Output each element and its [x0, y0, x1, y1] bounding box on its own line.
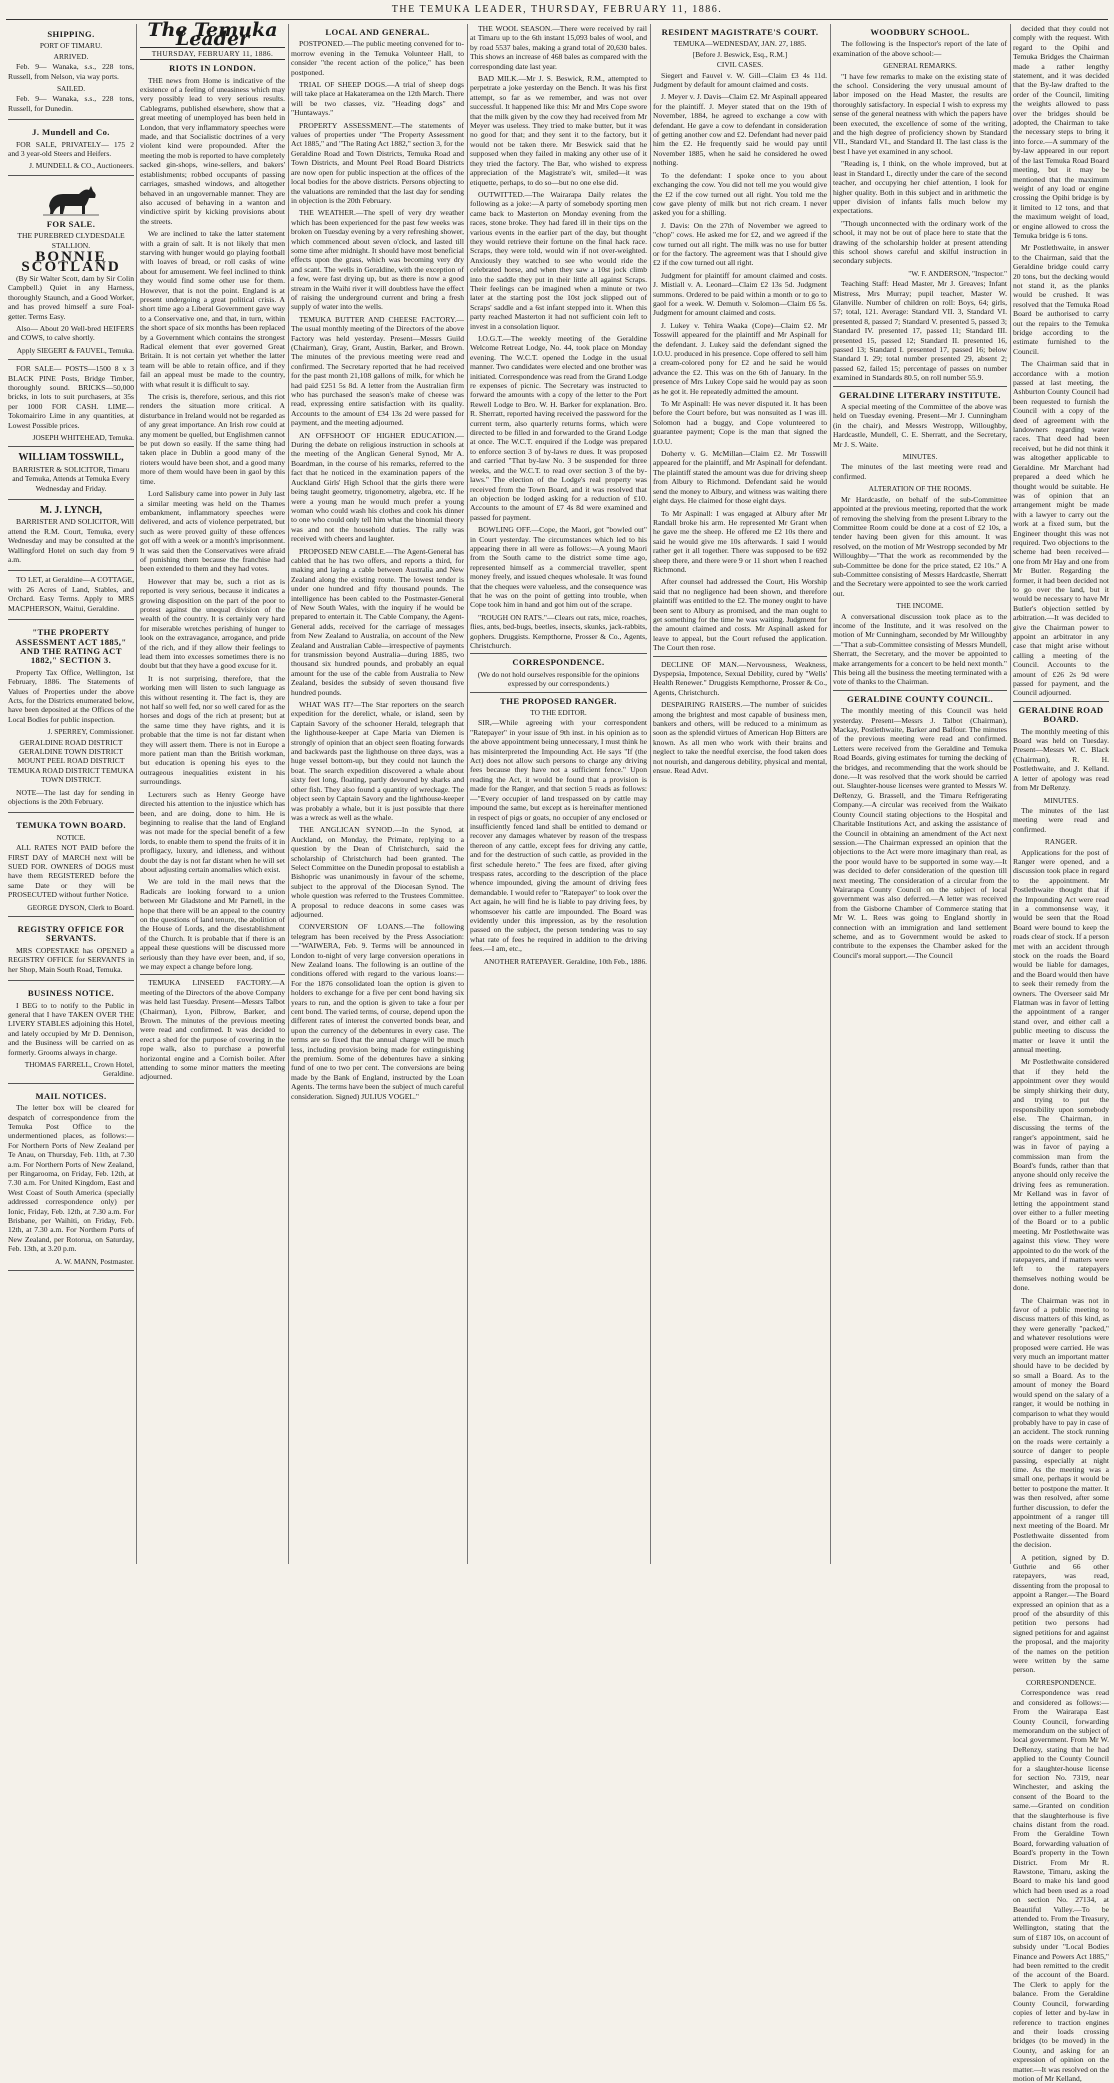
news-paragraph: TRIAL OF SHEEP DOGS.—A trial of sheep dogs will take place at Hakateramea on the 12th March. There will be two classes, viz. "Heading dogs" and "Huntaways.": [291, 80, 464, 118]
editorial-paragraph: The crisis is, therefore, serious, and this riot renders the situation more critical. A disturbance in Ireland would not be regarded as of any great importance. An Irish row could at any moment be quelled, but Englishmen cannot be put down so easily. If the same thing had taken place in Dublin a good many of the rioters would have been shot, and a good many more of them would have been in gaol by this time.: [140, 392, 285, 486]
news-paragraph: THE WOOL SEASON.—There were received by rail at Timaru up to the 6th instant 15,093 bales of wool, and by road 5537 bales, making a grand total of 20,630 bales. This shows an increase of 468 bales as compared with the corresponding date last year.: [470, 24, 647, 71]
county-council-title: GERALDINE COUNTY COUNCIL.: [846, 693, 993, 704]
news-paragraph: I.O.G.T.—The weekly meeting of the Geraldine Welcome Retreat Lodge, No. 44, took place on Monday evening. The W.C.T. opened the Lodge in the usual manner. Two candidates were elected and one brother was initiated. Correspondence was read from the Grand Lodge re expenses of picnic. The Secretary was instructed to forward the amounts with a copy of the letter to the Port Rewell Lodge to Bro. W. H. Barker for explanation. Bro. R. Sherratt, reported having received the password for the current term, also quarterly returns forms, which were directed to be filled in and forwarded to the Grand Lodge at once. The W.C.T. enquired if the Lodge was prepared to enforce section 3 of by-laws re dues. It was proposed and carried "That by-law No. 3 be suspended for three weeks, and the W.C.T. to read over section 3 of the by-laws." The election of the Lodge's real property was received from the Town Board, and it was resolved that an objection be lodged asking for a reduction of £10. Accounts to the amount of £7 4s 8d were examined and passed for payment.: [470, 334, 647, 522]
posts-ad: [8, 362, 134, 447]
news-paragraph: PROPOSED NEW CABLE.—The Agent-General has cabled that he has two offers, and reports a third, for making and laying a cable between Australia and New Zealand along the existing route. The lowest tender is under one hundred and fifty thousand pounds. The intelligence has been cabled to the Postmaster-General of New South Wales, with the inquiry if he would be prepared to entertain it. The Cable Company, the Agent-General adds, received for the carriage of messages from New Zealand to Australia, on account of the New Zealand and Australian Cable—irrespective of payments for transmission beyond Australia—during 1885, two thousand six hundred pounds, and probably an equal amount for the use of the cable from Australia to New Zealand, besides the subsidy of seven thousand five hundred pounds.: [291, 546, 464, 697]
school-paragraph: Teaching Staff: Head Master, Mr J. Greaves; Infant Mistress, Mrs Murray; pupil teacher, Master W. Glanville. Number of children on roll: Boys, 64; girls, 57; total, 121. Average: Standard VII. 3, Standard VI. presented 8, passed 7; Standard V. presented 5, passed 3; Standard IV. presented 17, passed 11; Standard III. presented 15, passed 12; Standard II. presented 16, passed 13; Standard I. presented 17, passed 16; below Standard I. 29; total number presented 29, absent 2; passed 62, failed 15; percentage of passes on number examined in Standards 80.5, on roll number 55.9.: [833, 279, 1007, 383]
assessment-ad: [8, 622, 134, 813]
column-rule: [467, 24, 468, 1564]
mail-text: The letter box will be cleared for despatch of correspondence from the Temuka Post Office to the undermentioned places, as follows:— For Northern Ports of New Zealand per Te Anau, on Thursday, Feb. 11th, at 7.30 a.m. For Northern Ports of New Zealand, per Ringarooma, on Friday, Feb. 12th, at 7.30 a.m. For United Kingdom, East and West Coast of South America (specially addressed correspondence only) per Ionic, Friday, Feb. 12th, at 7.30 a.m. For Brisbane, per Waihiti, on Friday, Feb. 12th, at 7.30 a.m. For Northern Ports of New Zealand, per Rotorua, on Saturday, Feb. 13th, at 3.20 p.m.: [8, 1103, 134, 1254]
arrived-text: Feb. 9— Wanaka, s.s., 228 tons, Russell, from Nelson, via way ports.: [8, 62, 134, 81]
civil-cases-label: CIVIL CASES.: [716, 60, 764, 70]
road-board-paragraph: A petition, signed by D. Guthrie and 66 other ratepayers, was read, dissenting from the proposal to appoint a Ranger.—The Board expressed an opinion that as a proof of the absurdity of this petition two persons had signed petitions for and against the proposal, and the majority of the names on the petition were written by the same person.: [1013, 1552, 1109, 1675]
editorial-paragraph: Lecturers such as Henry George have directed his attention to the injustice which has been, and are doing, done to him. He is beginning to realise that the land of England was not made for the special benefit of a few lords, to enable them to spend the fruits of it in profligacy, luxury, and idleness, and without doubt the day is not far distant when he will set about adjusting certain anomalies which exist.: [140, 789, 285, 874]
court-title: RESIDENT MAGISTRATE'S COURT.: [661, 27, 819, 37]
column-advertisements: [8, 24, 134, 1564]
institute-paragraph: A special meeting of the Committee of the above was held on Tuesday evening. Present—Mr J. Cunningham (in the chair), and Messrs Westropp, Willoughby, Hardcastle, Mundell, C. E. Sherratt, and the Secretary, Mr J. S. Waite.: [833, 402, 1007, 449]
court-paragraph: Siegert and Fauvel v. W. Gill—Claim £3 4s 11d. Judgment by default for amount claimed and costs.: [653, 70, 827, 90]
news-paragraph: POSTPONED.—The public meeting convened for to-morrow evening in the Temuka Volunteer Hall, to consider "the recent action of the police," has been postponed.: [291, 39, 464, 77]
section-divider: [653, 656, 827, 657]
column-rule: [650, 24, 651, 1564]
town-board-title: TEMUKA TOWN BOARD.: [16, 820, 126, 831]
news-paragraph: OUTWITTED.—The Wairarapa Daily relates the following as a joke:—A party of somebody sporting men came back to Masterton on Monday evening from the races, stone broke. They had fared ill in their tips on the various events in the earlier part of the day, but thought they would retrieve their fortune on the final hack race. Scraps, they were told, would win if not over-weighted. Anxiously they watched to see who would ride the celebrated horse, and when they saw a 10st jock climb into the saddle they put in their little all against Scraps. Their feelings can be imagined when a minute or two later at the starting post the 10st jock slipped out of Scraps' saddle and a 6st infant stepped into it. When this party reached Masterton it had not sufficient coin left to invest in a consolation liquor.: [470, 189, 647, 331]
stallion-text: THE PUREBRED CLYDESDALE STALLION.: [17, 231, 125, 250]
business-ad: [8, 983, 134, 1084]
heifers-signature: Apply SIEGERT & FAUVEL, Temuka.: [16, 345, 134, 355]
mundell-ad: [8, 122, 134, 176]
column-rule: [1010, 24, 1011, 1564]
shipping-notice: [8, 24, 134, 120]
linseed-factory-report: TEMUKA LINSEED FACTORY.—A meeting of the Directors of the above Company was held last Tuesday. Present—Messrs Talbot (Chairman), Lyon, Pilbrow, Barker, and Brown. The minutes of the previous meeting were read and confirmed. It was decided to erect a shed for the purpose of covering in the rope walk, also to purchase a powerful horizontal engine and a Cornish boiler. After attending to some minor matters the meeting adjourned.: [140, 978, 285, 1082]
road-board-title: GERALDINE ROAD BOARD.: [1018, 704, 1104, 725]
column-rule: [830, 24, 831, 1564]
ranger-letter-signature: ANOTHER RATEPAYER. Geraldine, 10th Feb., 1886.: [483, 956, 647, 966]
correspondence-note: (We do not hold ourselves responsible for the opinions expressed by our correspondents.): [477, 669, 640, 689]
registry-ad: [8, 919, 134, 981]
registry-text: MRS COPESTAKE has OPENED a REGISTRY OFFICE for SERVANTS in her Shop, Main South Road, Temuka.: [8, 945, 134, 974]
lynch-text: BARRISTER AND SOLICITOR, Will attend the R.M. Court, Temuka, every Wednesday and may be consulted at the Wallingford Hotel on such day from 9 a.m.: [8, 517, 134, 565]
mundell-text: FOR SALE, PRIVATELY— 175 2 and 3 year-old Steers and Heifers.: [8, 139, 134, 159]
column-local-general: [291, 24, 464, 1564]
road-board-paragraph: The Chairman was not in favor of a public meeting to discuss matters of this kind, as they were generally "packed," and whatever resolutions were proposed were carried. He was very much an important matter should have to be decided by so small a Board. As to the amount of money the Board would spend on the salary of a ranger, it would be nothing in comparison to what they would probably have to pay in case of an accident. The stock running on the roads were certainly a source of danger to people passing, especially at night time. As the meeting was a small one, perhaps it would be better to postpone the matter. It was then resolved, after some further discussion, to defer the appointment of a ranger till next meeting of the Board. Mr Postlethwaite dissented from the decision.: [1013, 1295, 1109, 1550]
assessment-title: "THE PROPERTY ASSESSMENT ACT 1885," AND THE RATING ACT 1882," SECTION 3.: [15, 627, 127, 666]
column-council-road-board: [1013, 24, 1109, 2083]
court-paragraph: To Mr Aspinall: I was engaged at Albury after Mr Randall broke his arm. He represented Mr Grant when he gave me the sheep. He offered me £2 10s there and said he would give me 10s afterwards. I said I would rather get it all together. There was supposed to be 692 sheep there, and there were 9 or 11 short when I reached Richmond.: [653, 508, 827, 574]
court-paragraph: Doherty v. G. McMillan—Claim £2. Mr Tosswill appeared for the plaintiff, and Mr Aspinall for defendant. The plaintiff stated the amount was due for driving sheep from Albury to Richmond. Defendant said he would send the money to Albury, and witness was waiting there eight days. He claimed for those eight days.: [653, 449, 827, 506]
stallion-description: (By Sir Walter Scott, dam by Sir Colin Campbell.) Quiet in any Harness, thoroughly Staunch, and a Good Worker, and has proved himself a sure Foal-getter. Terms Easy.: [8, 273, 134, 321]
stallion-name: BONNIE SCOTLAND: [21, 249, 121, 275]
mundell-signature: J. MUNDELL & CO., Auctioneers.: [29, 161, 134, 171]
mail-title: MAIL NOTICES.: [35, 1090, 107, 1101]
editorial-paragraph: We are inclined to take the latter statement with a grain of salt. It is not likely that men starving with hunger would go playing football with loaves of bread, or roll casks of wine about for amusement. We feel inclined to think they would find some other use for them. However, that is not the point. England is at present undergoing a great political crisis. A short time ago a Liberal Government gave way to a Conservative one, and that, in turn, within the short space of six months has been replaced by a Government which contains the strongest Radical element that ever governed Great Britain. It is not certain yet whether the latter team will be able to retain office, and if they fail an appeal must be made to the country, with what result it is difficult to say.: [140, 229, 285, 389]
notice-label: NOTICE.: [56, 832, 86, 842]
road-board-paragraph: Correspondence was read and considered as follows:— From the Wairarapa East County Council, forwarding memorandum on the subject of local government. From Mr W. DeRenzy, stating that he had applied to the County Council for a slaughter-house license for section No. 7319, near Winchester, and asking the consent of the Board to the same.—Granted on condition that the slaughterhouse is five chains distant from the road. From the Geraldine Town Board, forwarding valuation of Board's property in the Town District. From Mr R. Rawstone, Timaru, asking the Board to make his land good which had been used as a road on section No. 27134, at Beautiful Valley.—To be attended to. From the Treasury, Wellington, stating that the sum of £187 10s, on account of subsidy under "Local Bodies Finance and Powers Act 1885," had been remitted to the credit of the account of the Board. The Clerk to apply for the balance. From the Geraldine County Council, forwarding copies of letter and by-law in reference to traction engines and their loads crossing bridges (to be moved) in the County, and asking for an expression of opinion on the matter.—It was resolved on the motion of Mr Kelland,: [1013, 1688, 1109, 2083]
column-court: [653, 24, 827, 1564]
editorial-paragraph: THE news from Home is indicative of the existence of a feeling of uneasiness which may very possibly lead to very serious results. Cablegrams, published elsewhere, show that a great meeting of unemployed has been held in London, that very inflammatory speeches were made, and that Socialistic doctrines of a very violent kind were propounded. After the meeting the mob is reported to have completely sacked gin-shops, wine-sellers, and bakers' establishments; robbed occupants of passing carriages, smashed windows, and altogether behaved in an ungovernable manner. They are also accused of behaving in a wanton and vindictive spirit by kicking provisions about the streets.: [140, 75, 285, 226]
alteration-label: ALTERATION OF THE ROOMS.: [868, 484, 972, 494]
town-board-text: ALL RATES NOT PAID before the FIRST DAY of MARCH next will be SUED FOR. OWNERS of DOGS must have them REGISTERED before the same Date or they will be PROSECUTED without further Notice.: [8, 843, 134, 900]
news-paragraph: CONVERSION OF LOANS.—The following telegram has been received by the Press Association:—"WAIWERA, Feb. 9. Terms will be announced in London to-night of very large conversion operations in New Zealand loans. The following is an outline of the conditions offered with regard to the various loans:—For the 1876 consolidated loan the option is given to holders to exchange for a five per cent bond having six years to run, and the option is given to take a four per cent bond. The varied terms, of course, depend upon the different rates of interest the converted bonds bear, and upon the currency of the debentures in every case. The terms are so fixed that the annual charge will be much less, including provision being made for extinguishing the premium. Some of the debentures have a sinking fund of one to two per cent. The conversions are being made by the Bank of England, instructed by the Loan Agents. The terms have been the subject of much careful consideration. Signed) JULIUS VOGEL.": [291, 922, 464, 1101]
court-paragraph: J. Meyer v. J. Davis—Claim £2. Mr Aspinall appeared for the plaintiff. J. Meyer stated that on the 19th of November, 1884, he agreed to exchange a cow with defendant. He gave a cow to defendant in consideration of getting another cow and £2. Defendant had never paid him the £2. He frequently said he would pay until November 1885, when he said he considered he owed nothing.: [653, 92, 827, 168]
court-paragraph: To Mr Aspinall: He was never disputed it. It has been before the Court before, but was nonsuited as I was ill. Solomon had a buggy, and Cope volunteered to guarantee payment; Cope is the man that signed the I.O.U.: [653, 399, 827, 446]
road-board-paragraph: Mr Postlethwaite considered that if they held the appointment over they would be simply shirking their duty, and trying to put the responsibility upon somebody else. The Chairman, in discussing the terms of the ranger's appointment, said he was in favor of paying a commission man from the Board's funds, rather than that anyone should only receive the driving fees as remuneration. Mr Kelland was in favor of letting the appointment stand over either to a fuller meeting of the Board or to a public meeting. Mr Postlethwaite was against this view. They were appointed to do the work of the ratepayers, and if matters were left to the ratepayers themselves nothing would be done.: [1013, 1057, 1109, 1293]
school-paragraph: The following is the Inspector's report of the late of examination of the above school:—: [833, 39, 1007, 58]
section-divider: [470, 692, 647, 693]
column-news-correspondence: [470, 24, 647, 1564]
court-date: TEMUKA—WEDNESDAY, JAN. 27, 1885.: [673, 39, 807, 49]
editorial-paragraph: Lord Salisbury came into power in July last a similar meeting was held on the Thames embankment, inflammatory speeches were delivered, and acts of violence perpetrated, but such as were proved guilty of these offences got off with a week or a month's imprisonment. It was said then the Conservatives were afraid of punishing them because the franchise had been extended to them and they had votes.: [140, 489, 285, 574]
column-editorial: [140, 19, 285, 1564]
mail-notices: [8, 1086, 134, 1271]
council-paragraph: decided that they could not comply with the request. With regard to the Opihi and Temuka Bridges the Chairman made a rather lengthy statement, and it was decided that the By-law drafted to the order of the Council, limiting the weights allowed to pass over the bridges should be adopted, the Chairman to take the necessary steps to bring it into force.—A summary of the by-law appeared in our report of the last Temuka Road Board meeting, but it may be mentioned that the maximum weight of any load or engine crossing the Opihi bridge is by it limited to 12 tons, and that the maximum weight of load, or engine allowed to cross the Temuka bridge is 6 tons.: [1013, 24, 1109, 240]
school-paragraph: "I have few remarks to make on the existing state of the school. Considering the very unusual amount of labor imposed on the Head Master, the results are thoroughly satisfactory. In especial I wish to express my sense of the general neatness with which the papers have been executed, the excellence of some of the writing, and the high degree of proficiency shown by Standard VII., Standard VI., and Standard II. The last class is the best I have yet examined in any school.: [833, 71, 1007, 156]
court-paragraph: J. Lukey v. Tehira Waaka (Cope)—Claim £2. Mr Tosswill appeared for the plaintiff and Mr Aspinall for the defendant. J. Lukey said the defendant signed the I.O.U. produced in his presence. Cope offered to sell him a cream-colored pony for £2 and he said he would advance the £2. This was on the 6th of January. In the presence of Mrs Lukey Cope said he would pay as soon as he got it. He repeatedly admitted the amount.: [653, 320, 827, 396]
editorial-paragraph: We are told in the mail news that the Radicals are looking forward to a union between Mr Gladstone and Mr Parnell, in the hope that there will be an appeal to the country on the questions of land tenure, the abolition of the House of Lords, and the disestablishment of the Church. It is probable that if there is an appeal these questions will be discussed more seriously than they have ever been, and, if so, we may expect a change before long.: [140, 877, 285, 971]
lynch-ad: [8, 502, 134, 571]
tolet-ad: [8, 573, 134, 620]
ranger-letter-text: SIR,—While agreeing with your correspondent "Ratepayer" in your issue of 9th inst. in his opinion as to the above appointment being unnecessary, I must think he has misinterpreted the Impounding Act. He says "If (the Act) does not allow such persons to charge any driving fees because they have not a sufficient fence." Upon reading the Act, it would be found that a provision is made for the Ranger, and that section 5 reads as follows:—"Every occupier of land trespassed on by cattle may impound the same, but except as is hereinafter mentioned in respect of pigs or goats, no occupier of any enclosed or insufficiently fenced land shall be entitled to demand or recover any damages whatever by reason of the trespass thereon of any cattle, except fees for driving any cattle, and for the destruction of such cattle, as provided in the first schedule hereto." The fees are fixed, after giving trespass rates, according to the description of the place whence impounded, giving the amount of driving fees demandable. I would refer to "Ratepayer" to look over the Act again, he will find he is liable to pay driving fees, by whomsoever his cattle are impounded. The Board was evidently under this impression, as by the resolution passed on the subject, the person tendering was to say what rate of fees he required in addition to the driving fees.—I am, etc.,: [470, 718, 647, 954]
court-before: [Before J. Beswick, Esq., R.M.]: [692, 49, 788, 59]
news-paragraph: PROPERTY ASSESSMENT.—The statements of values of properties under "The Property Assessment Act 1885," and "The Rating Act 1882," section 3, for the Geraldine Road and Town Districts, Temuka Road and Town Districts, and Mount Peel Road Board Districts are now open for public inspection at the offices of the local bodies for the above districts. Persons objecting to the valuations are reminded that the last day for sending in objection is the 20th February.: [291, 120, 464, 205]
shipping-title: SHIPPING.: [47, 29, 95, 39]
literary-institute-title: GERALDINE LITERARY INSTITUTE.: [839, 389, 1001, 400]
council-paragraph: The monthly meeting of this Council was held yesterday. Present—Messrs J. Talbot (Chairman), Mackay, Postlethwaite, Barker and Balfour. The minutes of the previous meeting were read and confirmed. Letters were received from the Geraldine and Temuka Road Boards, giving estimates for turning the decking of the bridges, and recommending that the work should be done.—It was resolved that the work should be carried out. Slaughter-house licenses were granted to Messrs W. DeRenzy, G. Brassell, and the Timaru Refrigerating Company.—A circular was received from the Waikato County Council stating objections to the Hospital and Charitable Institutions Act, and asking the assistance of the Council in obtaining an amendment of the Act next session.—The Chairman expressed an opinion that the objections to the Act were more imaginary than real, as the poor would have to be supported in some way.—It was decided to defer consideration of the question till next meeting. The consideration of a circular from the Wairarapa County Council on the subject of local government was also deferred.—A letter was received from the Gisborne Chamber of Commerce stating that Mr W. L. Rees was going to England shortly in connection with an immigration and land settlement scheme, and as to Government would be asked to contribute to the expenses the Chamber asked for the Council's moral support.—The Council: [833, 706, 1007, 960]
advert-paragraph: DECLINE OF MAN.—Nervousness, Weakness, Dyspepsia, Impotence, Sexual Debility, cured by "Wells' Health Renewer." Druggists Kempthorne, Prosser & Co., Agents, Christchurch.: [653, 659, 827, 697]
heifers-text: Also— About 20 Well-bred HEIFERS and COWS, to calve shortly.: [8, 323, 134, 343]
paper-title: The Temuka Leader: [147, 19, 278, 51]
advert-paragraph: DESPAIRING RAISERS.—The number of suicides among the brightest and most capable of business men, bankers and others, will be reduced to a minimum as soon as the splendid virtues of American Hop Bitters are known. As all men who work with their brains and neglect to take the needful exercise, the food taken does not nourish, and dangerous debility, physical and mental, ensue. Read Advt.: [653, 700, 827, 776]
sailed-text: Feb. 9— Wanaka, s.s., 228 tons, Russell, for Dunedin.: [8, 94, 134, 113]
tolet-text: TO LET, at Geraldine—A COTTAGE, with 26 Acres of Land, Stables, and Orchard. Easy Terms. Apply to MRS MACPHERSON, Waitui, Geraldine.: [8, 575, 134, 613]
districts-list: GERALDINE ROAD DISTRICT GERALDINE TOWN DISTRICT MOUNT PEEL ROAD DISTRICT TEMUKA ROAD DISTRICT TEMUKA TOWN DISTRICT.: [8, 737, 134, 785]
forsale-title: FOR SALE.: [46, 218, 96, 229]
section-divider: [1013, 701, 1109, 702]
school-paragraph: "Reading is, I think, on the whole improved, but at least in Standard I., directly under the care of the second teacher, and occupying her chief attention, I look for higher quality. Both in this subject and in arithmetic the upper division of infants falls much below my expectations.: [833, 159, 1007, 216]
section-divider: [140, 974, 285, 975]
column-school-institute-council: [833, 24, 1007, 1564]
ranger-letter-title: THE PROPOSED RANGER.: [500, 695, 617, 706]
road-board-paragraph: The minutes of the last meeting were read and confirmed.: [1013, 805, 1109, 834]
section-divider: [833, 386, 1007, 387]
assessment-text: Property Tax Office, Wellington, 1st February, 1886. The Statements of Values of Properties under the above Acts, for the Districts enumerated below, have been deposited at the Offices of the Local Bodies for public inspection.: [8, 667, 134, 724]
shipping-subtitle: PORT OF TIMARU.: [39, 41, 103, 51]
business-text: I BEG to to notify to the Public in general that I have TAKEN OVER THE LIVERY STABLES adjoining this Hotel, and lately occupied by Mr D. Dennison, and the Business will be carried on as formerly. Grooms always in charge.: [8, 1000, 134, 1057]
arrived-label: ARRIVED.: [53, 51, 89, 61]
school-paragraph: "Though unconnected with the ordinary work of the school, it may not be out of place here to state that the drawing of the scholarship holder at present attending this school shows careful and skilful instruction in secondary subjects.: [833, 218, 1007, 266]
inspector-signature: "W. F. ANDERSON, "Inspector.": [908, 268, 1007, 278]
road-board-paragraph: Applications for the post of Ranger were opened, and a discussion took place in regard to the appointment. Mr Postlethwaite thought that if the Impounding Act were read in a commonsense way, it would be seen that the Road Board were bound to keep the roads clear of stock. If a person met with an accident through stock on the roads the Board would be liable for damages, and the Board would then have to seek their remedy from the owners. The Overseer said Mr Flatman was in favor of letting the appointment of a ranger stand over, and either call a public meeting to discuss the matter or leave it until the annual meeting.: [1013, 847, 1109, 1055]
council-paragraph: Mr Postlethwaite, in answer to the Chairman, said that the Geraldine bridge could carry 20 tons, but the decking would not stand it, as the planks would be crushed. It was resolved that the Temuka Road Board be authorised to carry out the repairs to the Temuka bridge according to the estimate furnished to the Council.: [1013, 243, 1109, 356]
tosswill-title: WILLIAM TOSSWILL,: [18, 452, 124, 464]
registry-title: REGISTRY OFFICE FOR SERVANTS.: [17, 924, 125, 944]
local-general-title: LOCAL AND GENERAL.: [325, 27, 430, 37]
town-board-ad: [8, 815, 134, 917]
news-paragraph: "ROUGH ON RATS."—Clears out rats, mice, roaches, flies, ants, bed-bugs, beetles, insects, skunks, jack-rabbits, gophers. Druggists. Kempthorne, Prosser & Co., Agents, Christchurch.: [470, 612, 647, 650]
column-rule: [288, 24, 289, 1564]
mail-signature: A. W. MANN, Postmaster.: [54, 1256, 134, 1266]
ranger-letter-to: TO THE EDITOR.: [530, 708, 587, 718]
court-paragraph: Judgment for plaintiff for amount claimed and costs. J. Mistiall v. A. Leonard—Claim £2 13s 5d. Judgment summons. Ordered to be paid within a month or to go to gaol for a week. W. Demuth v. Solomon—Claim £6 5s. Judgment for amount claimed and costs.: [653, 270, 827, 318]
business-title: BUSINESS NOTICE.: [27, 988, 115, 999]
lynch-title: M. J. LYNCH,: [39, 505, 103, 517]
correspondence-title: CORRESPONDENCE.: [512, 657, 605, 668]
mundell-title: J. Mundell and Co.: [32, 127, 110, 138]
news-paragraph: WHAT WAS IT?—The Star reporters on the search expedition for the derelict, whale, or island, seen by Captain Savory of the schooner Herald, telegraph that the lighthouse-keeper at Cape Maria van Diemen is strongly of opinion that an object seen floating forwards and backwards past the lighthouse on three days, was a huge vessel bottom-up, but they could not launch the boat. The search expedition discovered a whale about sixty feet long, floating, partly devoured by sharks and other fish. They also found a quantity of wreckage. The object seen by Captain Savory and the lighthouse-keeper was probably a whale, but it is just possible that there was a wreck as well as the whale.: [291, 700, 464, 822]
ranger-label: RANGER.: [1044, 837, 1078, 847]
editorial-paragraph: However that may be, such a riot as is reported is very serious, because it indicates a growing disposition on the part of the poor to protest against the unequal division of the wealth of the country. It is certainly very hard for miserable wretches perishing of hunger to look on the extravagance, arrogance, and pride of the rich, and if they allow their feelings to lead them into excesses sometimes there is no doubt but that they have a good excuse for it.: [140, 576, 285, 671]
correspondence-label: CORRESPONDENCE.: [1025, 1677, 1097, 1687]
news-paragraph: TEMUKA BUTTER AND CHEESE FACTORY.—The usual monthly meeting of the Directors of the above Factory was held yesterday. Present—Messrs Guild (Chairman), Gray, Grant, Austin, Barker, and Brown. The minutes of the previous meeting were read and confirmed. The Secretary reported that he had received for the past month 21,108 gallons of milk, for which he had paid £251 5s 8d. A letter from the Australian firm who has purchased the season's make of cheese was read, expressing entire satisfaction with its quality. Accounts to the amount of £34 13s 2d were passed for payment, and the meeting adjourned.: [291, 314, 464, 428]
town-board-signature: GEORGE DYSON, Clerk to Board.: [27, 902, 134, 912]
business-signature: THOMAS FARRELL, Crown Hotel, Geraldine.: [24, 1059, 134, 1079]
institute-paragraph: The minutes of the last meeting were read and confirmed.: [833, 462, 1007, 481]
institute-paragraph: A conversational discussion took place as to the income of the Institute, and it was resolved on the motion of Mr Cunningham, seconded by Mr Willoughby—"That a sub-Committee consisting of Messrs Mundell, Sherratt, the Secretary, and the mover be appointed to make arrangements for a concert to be held next month." This being all the business the meeting terminated with a vote of thanks to the Chairman.: [833, 611, 1007, 687]
woodbury-title: WOODBURY SCHOOL.: [870, 27, 970, 37]
court-paragraph: To the defendant: I spoke once to you about exchanging the cow. You did not tell me you would give the £2 if the cow turned out all right. You told me the cow gave plenty of milk but not rich cream. I never asked you for a shilling.: [653, 170, 827, 218]
assessment-signature: J. SPERREY, Commissioner.: [47, 727, 134, 737]
section-divider: [833, 690, 1007, 691]
sailed-label: SAILED.: [56, 84, 86, 94]
stallion-ad: [8, 178, 134, 360]
minutes-label: MINUTES.: [902, 452, 938, 462]
income-label: THE INCOME.: [896, 601, 944, 611]
news-paragraph: BAD MILK.—Mr J. S. Beswick, R.M., attempted to perpetrate a joke yesterday on the Bench. It was his first attempt, so far as we remember, and was not over successful. It happened like this: Mr and Mrs Cope swore that the milk given by the cow they had received from Mr Meyer was useless. They tried to make butter, but it was no good for that; and they sent it to the factory, but it would not be taken there. Mr Beswick said that he supposed when they failed in making any other use of it they tried the factory. The Bar, who wished to express appreciation of the Magistrate's wit, smiled—it was etiquette, perhaps, to do so—but no one else did.: [470, 74, 647, 187]
news-paragraph: BOWLING OFF.—Cope, the Maori, got "bowled out" in Court yesterday. The circumstances which led to his appearing there in all were as follows:—A young Maori from the South came to the district some time ago, represented himself as a commercial traveller, spent money freely, and issued cheques wholesale. It was found that the cheques were valueless, and the consequence was that he was on the point of getting into trouble, when Cope took him in hand and got him out of the scrape.: [470, 525, 647, 610]
column-rule: [136, 24, 137, 1564]
editorial-dateline: THURSDAY, FEBRUARY 11, 1886.: [140, 47, 285, 60]
assessment-note: NOTE—The last day for sending in objections is the 20th February.: [8, 787, 134, 806]
editorial-headline: RIOTS IN LONDON.: [169, 63, 256, 74]
masthead: THE TEMUKA LEADER, THURSDAY, FEBRUARY 11, 1886.: [391, 4, 723, 15]
horse-illustration: [41, 182, 101, 216]
court-paragraph: J. Davis: On the 27th of November we agreed to "chop" cows. He asked me for £2, and we agreed if the cow turned out all right. The milk was no use for butter or for the factory. The agreement was that I should give £2 if the cow turned out all right.: [653, 220, 827, 268]
editorial-paragraph: It is not surprising, therefore, that the working men will listen to such language as this without resenting it. The fact is, they are not half so well fed, nor so well cared for as the horses and dogs of the rich at present; but at the same time they have rights, and it is probable that the time is not far distant when they will assert them. There is not in Europe a more patient man than the British workman, but education is opening his eyes to the outrageous inequalities existent in his surroundings.: [140, 673, 285, 787]
council-paragraph: The Chairman said that in accordance with a motion passed at last meeting, the Ashburton County Council had been requested to furnish the Council with a copy of the deed of agreement with the landowners regarding water races. That deed had been received, but he did not think it was altogether applicable to Geraldine. Mr Marchant had prepared a deed which he thought would be suitable. He was of opinion that an arrangement might be made with a lawyer to carry out the work at a fixed sum, but the Engineer thought this was not required. Two objections to the scheme had been received—one from Mr Hay and one from Mr Butler. Regarding the former, it had been decided not to go over the land, but it would be necessary to have Mr Butler's objection settled by arbitration.—It was decided to give the Chairman power to appoint an arbitrator in any case that might arise without calling a meeting of the Council. Accounts to the amount of £26 2s 9d were passed for payment, and the Council adjourned.: [1013, 359, 1109, 698]
road-board-paragraph: The monthly meeting of this Board was held on Tuesday. Present—Messrs W. C. Black (Chairman), R. H. Postlethwaite, and J. Kelland. A letter of apology was read from Mr DeRenzy.: [1013, 726, 1109, 793]
minutes-label: MINUTES.: [1043, 795, 1079, 805]
news-paragraph: THE ANGLICAN SYNOD.—In the Synod, at Auckland, on Monday, the Primate, replying to a question by the Dean of Christchurch, said the scholarship of Christchurch had been granted. The Select Committee on the Dunedin proposal to establish a Bishopric was unanimously in favour of the scheme, subject to the approval of the Diocesan Synod. The whole question was referred to the Trustees Committee. A proposal to reduce deacons in some cases was adjourned.: [291, 825, 464, 919]
court-paragraph: After counsel had addressed the Court, His Worship said that no negligence had been shown, and therefore plaintiff was entitled to the £2. The money ought to have been sent to Albury as promised, and the man ought to get something for the time he was waiting. Judgment for the amount claimed and costs. Mr Aspinall asked for leave to appeal, but the Court refused the application. The Court then rose.: [653, 577, 827, 653]
general-remarks-label: GENERAL REMARKS.: [883, 61, 957, 71]
news-paragraph: THE WEATHER.—The spell of very dry weather which has been experienced for the past few weeks was broken on Tuesday evening by a very refreshing shower, which commenced about seven o'clock, and lasted till some time after midnight. It should have most beneficial effects upon the grass, which was becoming very dry and scant. The wells in Geraldine, with the exception of a few, were fast drying up, but as there is now a good stream in the Waihi river it will doubtless have the effect of raising the underground current and bring a fresh supply of water into the wells.: [291, 208, 464, 312]
institute-paragraph: Mr Hardcastle, on behalf of the sub-Committee appointed at the previous meeting, reported that the work of removing the shelving from the present Library to the Committee Room could be done at a cost of £2 10s, a tender having been given for this amount. It was resolved, on the motion of Mr Westropp seconded by Mr Willoughby—"That the work as recommended by the sub-Committee be done for the price stated, £2 10s." A sub-Committee consisting of Messrs Hardcastle, Sherratt and the Secretary were appointed to see the work carried out.: [833, 494, 1007, 598]
posts-signature: JOSEPH WHITEHEAD, Temuka.: [32, 433, 134, 442]
section-divider: [470, 653, 647, 654]
tosswill-text: BARRISTER & SOLICITOR, Timaru and Temuka, Attends at Temuka Every Wednesday and Friday.: [12, 464, 130, 493]
news-paragraph: AN OFFSHOOT OF HIGHER EDUCATION.—During the debate on religious instruction in schools at the meeting of the Anglican General Synod, Mr A. Boardman, in the course of his remarks, referred to the fact that he noticed in the examination papers of the Auckland Girls' High School that the girls there were being taught geometry, trigonometry, algebra, etc. If he were a young man he would much prefer a young woman who could wash his clothes and cook his dinner to one who could only tell him what the binomial theory was and not the household duties. The rally was received with cheers and laughter.: [291, 430, 464, 544]
tosswill-ad: [8, 449, 134, 500]
posts-text: FOR SALE— POSTS—1500 8 x 3 BLACK PINE Posts, Bridge Timber, thoroughly sound. BRICKS—50,000 bricks, in lots to suit purchasers, at 35s per 1000 FOR CASH. LIME—Tokomairiro Lime in any quantities, at Lowest Possible prices.: [8, 364, 134, 430]
